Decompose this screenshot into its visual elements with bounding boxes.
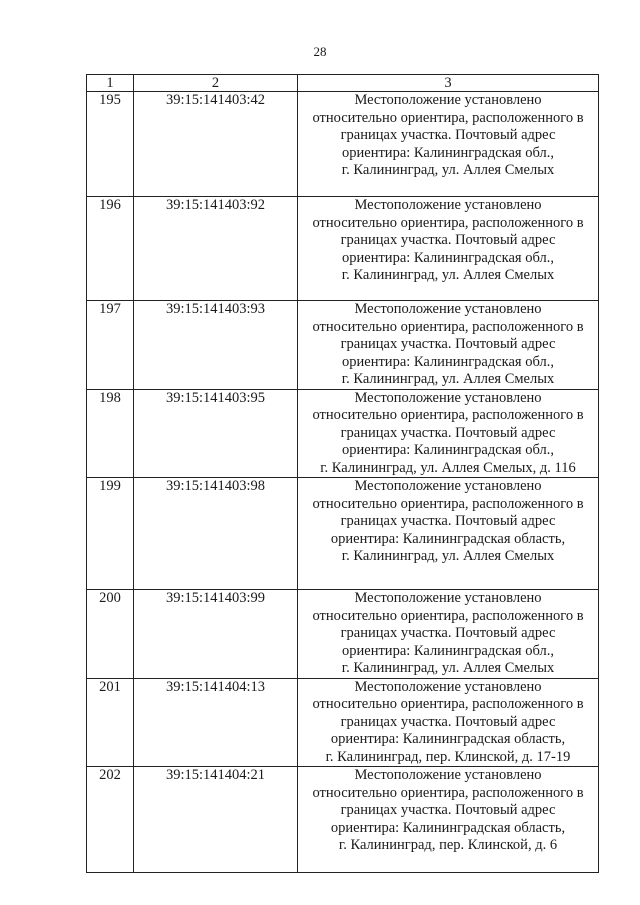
location-description (298, 389, 599, 478)
location-description-line: г. Калининград, ул. Аллея Смелых (341, 371, 555, 387)
location-description-line: ориентира: Калининградская обл., (342, 442, 554, 458)
location-description-line: относительно ориентира, расположенного в (312, 696, 584, 712)
location-description-line: границах участка. Почтовый адрес (340, 336, 556, 352)
location-description (298, 478, 599, 590)
cadastral-number: 39:15:141404:13 (134, 678, 298, 767)
location-description-line: ориентира: Калининградская область, (330, 819, 566, 836)
location-description-line: г. Калининград, ул. Аллея Смелых (341, 548, 555, 564)
row-number: 201 (87, 678, 134, 767)
column-header-location: 3 (298, 75, 599, 92)
location-description (298, 590, 599, 679)
table-body (87, 92, 599, 873)
location-description-line: Местоположение установлено (354, 678, 542, 695)
location-description-line: границах участка. Почтовый адрес (340, 424, 556, 441)
location-description-line: ориентира: Калининградская область, (330, 731, 566, 747)
location-description-line: Местоположение установлено (354, 389, 542, 406)
location-description-line: г. Калининград, пер. Клинской, д. 17-19 (325, 748, 571, 765)
location-description-line: Местоположение установлено (354, 590, 542, 606)
location-description-line: относительно ориентира, расположенного в (312, 607, 584, 624)
location-description-line: относительно ориентира, расположенного в (312, 407, 584, 423)
location-description-line: г. Калининград, ул. Аллея Смелых, д. 116 (320, 459, 576, 476)
parcel-table (86, 74, 599, 873)
location-description (298, 301, 599, 390)
location-description-line: границах участка. Почтовый адрес (340, 625, 556, 641)
table-row (87, 301, 599, 390)
location-description (298, 767, 599, 873)
table-row (87, 197, 599, 301)
location-description-line: относительно ориентира, расположенного в (312, 214, 584, 231)
location-description (298, 92, 599, 197)
row-number: 197 (87, 301, 134, 390)
location-description-line: ориентира: Калининградская обл., (342, 144, 554, 161)
table-header-row (87, 75, 599, 92)
cadastral-number: 39:15:141403:99 (134, 590, 298, 679)
column-header-cadastral: 2 (134, 75, 298, 92)
location-description-line: относительно ориентира, расположенного в (312, 109, 584, 126)
location-description-line: г. Калининград, ул. Аллея Смелых (341, 660, 555, 676)
cadastral-number: 39:15:141404:21 (134, 767, 298, 873)
table-row (87, 92, 599, 197)
location-description-line: ориентира: Калининградская область, (330, 530, 566, 547)
location-description (298, 678, 599, 767)
location-description-line: ориентира: Калининградская обл., (342, 642, 554, 659)
location-description-line: границах участка. Почтовый адрес (340, 513, 556, 529)
table-row (87, 478, 599, 590)
row-number: 195 (87, 92, 134, 197)
table-row (87, 389, 599, 478)
table-row (87, 767, 599, 873)
location-description-line: г. Калининград, пер. Клинской, д. 6 (338, 837, 558, 853)
location-description-line: Местоположение установлено (354, 301, 542, 317)
location-description-line: границах участка. Почтовый адрес (340, 713, 556, 730)
page-number: 28 (313, 44, 327, 59)
location-description-line: ориентира: Калининградская обл., (342, 353, 554, 370)
location-description-line: границах участка. Почтовый адрес (340, 127, 556, 143)
location-description-line: относительно ориентира, расположенного в (312, 318, 584, 335)
table-row (87, 590, 599, 679)
cadastral-number: 39:15:141403:42 (134, 92, 298, 197)
cadastral-number: 39:15:141403:98 (134, 478, 298, 590)
cadastral-number: 39:15:141403:92 (134, 197, 298, 301)
location-description-line: г. Калининград, ул. Аллея Смелых (341, 267, 555, 283)
location-description-line: Местоположение установлено (354, 197, 542, 213)
location-description-line: границах участка. Почтовый адрес (340, 232, 556, 248)
location-description-line: Местоположение установлено (354, 92, 542, 108)
cadastral-number: 39:15:141403:95 (134, 389, 298, 478)
column-header-number: 1 (87, 75, 134, 92)
location-description-line: Местоположение установлено (354, 478, 542, 494)
location-description-line: границах участка. Почтовый адрес (340, 802, 556, 818)
cadastral-number: 39:15:141403:93 (134, 301, 298, 390)
table-row (87, 678, 599, 767)
location-description-line: г. Калининград, ул. Аллея Смелых (341, 162, 555, 178)
row-number: 198 (87, 389, 134, 478)
row-number: 202 (87, 767, 134, 873)
row-number: 199 (87, 478, 134, 590)
row-number: 196 (87, 197, 134, 301)
location-description (298, 197, 599, 301)
location-description-line: ориентира: Калининградская обл., (342, 249, 554, 266)
location-description-line: Местоположение установлено (354, 767, 542, 783)
location-description-line: относительно ориентира, расположенного в (312, 495, 584, 512)
row-number: 200 (87, 590, 134, 679)
location-description-line: относительно ориентира, расположенного в (312, 784, 584, 801)
